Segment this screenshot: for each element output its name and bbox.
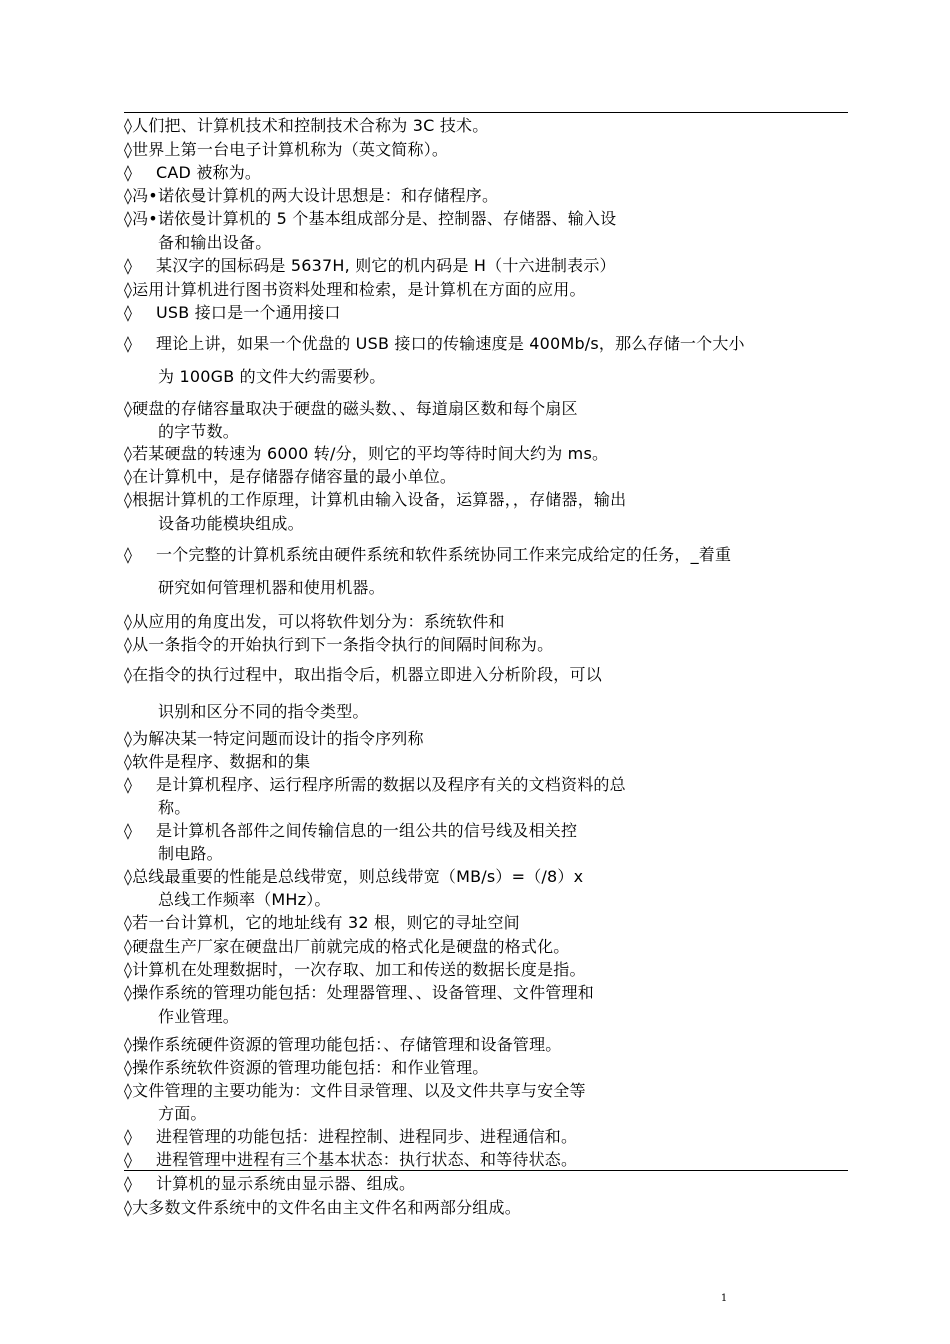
list-item-continuation: 方面。 — [158, 1104, 207, 1123]
list-item: ◊总线最重要的性能是总线带宽，则总线带宽（MB/s）=（/8）x — [124, 867, 584, 886]
list-item-continuation: 的字节数。 — [158, 422, 240, 441]
bullet-icon: ◊ — [124, 186, 133, 205]
list-item: ◊计算机在处理数据时，一次存取、加工和传送的数据长度是指。 — [124, 960, 586, 979]
list-item: ◊为解决某一特定问题而设计的指令序列称 — [124, 729, 424, 748]
bullet-icon: ◊ — [124, 334, 133, 353]
list-item: ◊文件管理的主要功能为：文件目录管理、以及文件共享与安全等 — [124, 1081, 586, 1100]
list-item: ◊在指令的执行过程中，取出指令后，机器立即进入分析阶段，可以 — [124, 665, 602, 684]
list-item-continuation: 识别和区分不同的指令类型。 — [158, 702, 369, 721]
list-item: ◊ 某汉字的国标码是 5637H, 则它的机内码是 H（十六进制表示） — [124, 256, 616, 275]
list-item: ◊软件是程序、数据和的集 — [124, 752, 311, 771]
list-item: ◊人们把、计算机技术和控制技术合称为 3C 技术。 — [124, 116, 489, 135]
list-item: ◊若一台计算机，它的地址线有 32 根，则它的寻址空间 — [124, 913, 520, 932]
bullet-icon: ◊ — [124, 983, 133, 1002]
bullet-icon: ◊ — [124, 280, 133, 299]
bullet-icon: ◊ — [124, 752, 133, 771]
list-item: ◊操作系统硬件资源的管理功能包括：、存储管理和设备管理。 — [124, 1035, 562, 1054]
list-item: ◊大多数文件系统中的文件名由主文件名和两部分组成。 — [124, 1198, 521, 1217]
bullet-icon: ◊ — [124, 209, 133, 228]
bullet-icon: ◊ — [124, 665, 133, 684]
bullet-icon: ◊ — [124, 1174, 133, 1193]
bullet-icon: ◊ — [124, 444, 133, 463]
bullet-icon: ◊ — [124, 1150, 133, 1169]
bullet-icon: ◊ — [124, 1127, 133, 1146]
list-item: ◊ 进程管理的功能包括：进程控制、进程同步、进程通信和。 — [124, 1127, 578, 1146]
bullet-icon: ◊ — [124, 612, 133, 631]
list-item: ◊冯•诺依曼计算机的两大设计思想是：和存储程序。 — [124, 186, 499, 205]
bullet-icon: ◊ — [124, 545, 133, 564]
list-item-continuation: 称。 — [158, 798, 191, 817]
list-item: ◊运用计算机进行图书资料处理和检索，是计算机在方面的应用。 — [124, 280, 586, 299]
bullet-icon: ◊ — [124, 303, 133, 322]
list-item-continuation: 设备功能模块组成。 — [158, 514, 304, 533]
list-item: ◊从一条指令的开始执行到下一条指令执行的间隔时间称为。 — [124, 635, 554, 654]
bullet-icon: ◊ — [124, 635, 133, 654]
top-rule — [124, 112, 848, 113]
list-item-continuation: 研究如何管理机器和使用机器。 — [158, 578, 385, 597]
bullet-icon: ◊ — [124, 1081, 133, 1100]
bullet-icon: ◊ — [124, 937, 133, 956]
list-item: ◊ 是计算机程序、运行程序所需的数据以及程序有关的文档资料的总 — [124, 775, 626, 794]
list-item-continuation: 制电路。 — [158, 844, 223, 863]
list-item: ◊在计算机中，是存储器存储容量的最小单位。 — [124, 467, 457, 486]
bullet-icon: ◊ — [124, 1198, 133, 1217]
list-item: ◊硬盘生产厂家在硬盘出厂前就完成的格式化是硬盘的格式化。 — [124, 937, 570, 956]
bullet-icon: ◊ — [124, 467, 133, 486]
bullet-icon: ◊ — [124, 490, 133, 509]
list-item: ◊操作系统软件资源的管理功能包括：和作业管理。 — [124, 1058, 489, 1077]
bullet-icon: ◊ — [124, 116, 133, 135]
list-item: ◊硬盘的存储容量取决于硬盘的磁头数、、每道扇区数和每个扇区 — [124, 399, 578, 418]
bullet-icon: ◊ — [124, 867, 133, 886]
bullet-icon: ◊ — [124, 729, 133, 748]
list-item: ◊ USB 接口是一个通用接口 — [124, 303, 341, 322]
list-item: ◊根据计算机的工作原理，计算机由输入设备，运算器，，存储器，输出 — [124, 490, 627, 509]
bullet-icon: ◊ — [124, 163, 133, 182]
bullet-icon: ◊ — [124, 140, 133, 159]
list-item: ◊冯•诺依曼计算机的 5 个基本组成部分是、控制器、存储器、输入设 — [124, 209, 617, 228]
bullet-icon: ◊ — [124, 1035, 133, 1054]
list-item: ◊世界上第一台电子计算机称为（英文简称）。 — [124, 140, 449, 159]
list-item: ◊ 计算机的显示系统由显示器、组成。 — [124, 1174, 416, 1193]
list-item: ◊ CAD 被称为。 — [124, 163, 262, 182]
list-item: ◊从应用的角度出发，可以将软件划分为：系统软件和 — [124, 612, 505, 631]
list-item: ◊ 一个完整的计算机系统由硬件系统和软件系统协同工作来完成给定的任务，_着重 — [124, 545, 732, 564]
bullet-icon: ◊ — [124, 775, 133, 794]
bullet-icon: ◊ — [124, 399, 133, 418]
bullet-icon: ◊ — [124, 913, 133, 932]
list-item: ◊若某硬盘的转速为 6000 转/分，则它的平均等待时间大约为 ms。 — [124, 444, 609, 463]
list-item-continuation: 作业管理。 — [158, 1007, 240, 1026]
list-item-continuation: 总线工作频率（MHz）。 — [158, 890, 331, 909]
bullet-icon: ◊ — [124, 821, 133, 840]
list-item: ◊ 进程管理中进程有三个基本状态：执行状态、和等待状态。 — [124, 1150, 578, 1169]
bullet-icon: ◊ — [124, 1058, 133, 1077]
list-item: ◊ 是计算机各部件之间传输信息的一组公共的信号线及相关控 — [124, 821, 578, 840]
list-item: ◊操作系统的管理功能包括：处理器管理、、设备管理、文件管理和 — [124, 983, 594, 1002]
page-number: 1 — [720, 1293, 728, 1304]
list-item-continuation: 备和输出设备。 — [158, 233, 272, 252]
list-item: ◊ 理论上讲，如果一个优盘的 USB 接口的传输速度是 400Mb/s，那么存储一个大小 — [124, 334, 745, 353]
bullet-icon: ◊ — [124, 960, 133, 979]
list-item-continuation: 为 100GB 的文件大约需要秒。 — [158, 367, 386, 386]
bullet-icon: ◊ — [124, 256, 133, 275]
